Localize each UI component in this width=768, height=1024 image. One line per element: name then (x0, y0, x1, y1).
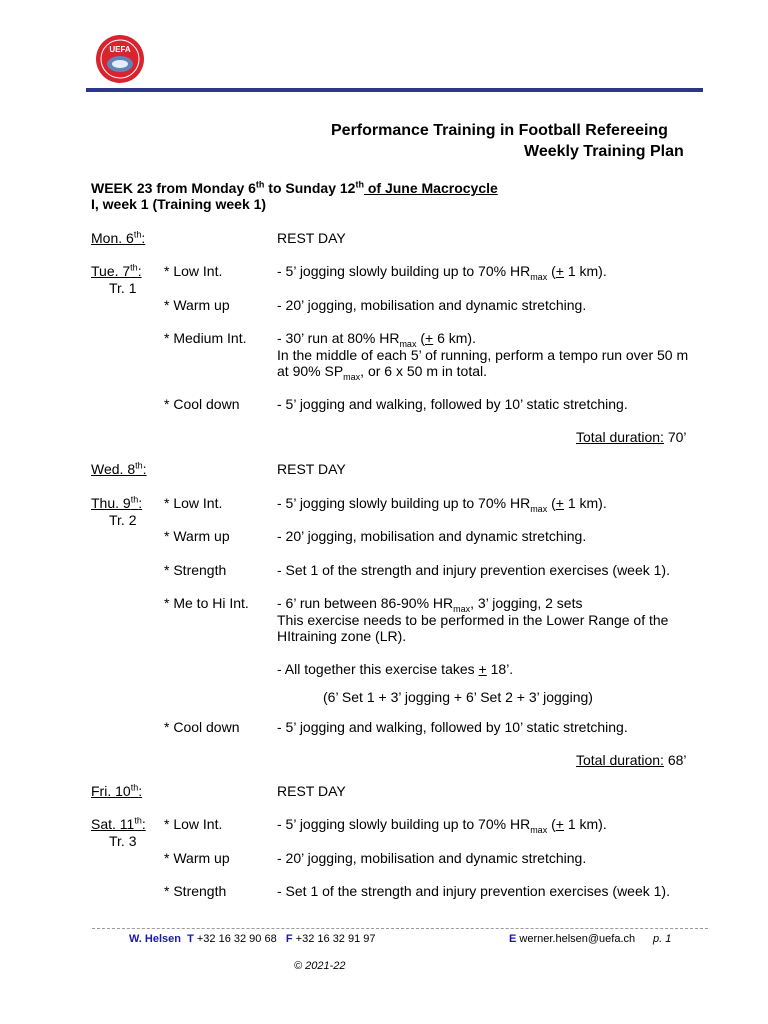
exercise-type: * Warm up (164, 528, 230, 544)
week-heading: WEEK 23 from Monday 6th to Sunday 12th of June Macrocycle (91, 179, 498, 196)
footer-email[interactable]: E werner.helsen@uefa.ch (509, 933, 636, 945)
exercise-description: - 5’ jogging and walking, followed by 10’ static stretching. (277, 396, 628, 412)
exercise-description: - 20’ jogging, mobilisation and dynamic stretching. (277, 297, 587, 313)
training-number-thu: Tr. 2 (109, 512, 137, 528)
svg-text:UEFA: UEFA (109, 45, 131, 54)
exercise-description-line: In the middle of each 5’ of running, perform a tempo run over 50 m (277, 347, 689, 363)
training-number-sat: Tr. 3 (109, 833, 137, 849)
exercise-type: * Low Int. (164, 263, 223, 279)
day-label-mon: Mon. 6th: (91, 229, 146, 246)
copyright: © 2021-22 (294, 960, 346, 972)
exercise-type: * Me to Hi Int. (164, 595, 249, 611)
exercise-type: * Warm up (164, 297, 230, 313)
exercise-description: - 5’ jogging slowly building up to 70% $HR_{max}$ (+ 1 km). (277, 495, 607, 514)
exercise-type: * Cool down (164, 719, 240, 735)
total-duration-thu: Total duration: 68’ (576, 752, 687, 768)
uefa-logo (94, 33, 146, 85)
exercise-description: - 6’ run between 86-90% $HR_{max}$, 3’ jogging, 2 sets (277, 595, 583, 614)
exercise-description: - Set 1 of the strength and injury prevention exercises (week 1). (277, 883, 670, 899)
exercise-description: - 5’ jogging and walking, followed by 10’ static stretching. (277, 719, 628, 735)
exercise-description: - 30’ run at 80% $HR_{max}$ (+ 6 km). (277, 330, 476, 349)
exercise-description-line: - All together this exercise takes + 18’. (277, 661, 514, 677)
exercise-description-line: This exercise needs to be performed in the Lower Range of the (277, 612, 669, 628)
exercise-type: * Strength (164, 883, 227, 899)
exercise-description-line: at 90% $SP_{max}$, or 6 x 50 m in total. (277, 363, 488, 382)
exercise-type: * Low Int. (164, 495, 223, 511)
day-label-fri: Fri. 10th: (91, 782, 143, 799)
exercise-description: - Set 1 of the strength and injury prevention exercises (week 1). (277, 562, 670, 578)
exercise-description: - 20’ jogging, mobilisation and dynamic stretching. (277, 528, 587, 544)
exercise-description: - 20’ jogging, mobilisation and dynamic stretching. (277, 850, 587, 866)
exercise-description-line: HItraining zone (LR). (277, 628, 407, 644)
day-label-sat: Sat. 11th: (91, 815, 146, 832)
rest-day-mon: REST DAY (277, 230, 346, 246)
exercise-type: * Cool down (164, 396, 240, 412)
page-subtitle: Weekly Training Plan (524, 143, 684, 160)
rest-day-wed: REST DAY (277, 461, 346, 477)
exercise-description-line: (6’ Set 1 + 3’ jogging + 6’ Set 2 + 3’ jogging) (323, 689, 593, 705)
total-duration-tue: Total duration: 70’ (576, 429, 687, 445)
exercise-description: - 5’ jogging slowly building up to 70% $HR_{max}$ (+ 1 km). (277, 816, 607, 835)
page-title: Performance Training in Football Refereeing (331, 122, 668, 139)
header-rule (86, 88, 703, 92)
footer-contact: W. Helsen T +32 16 32 90 68 F +32 16 32 91 97 (129, 933, 376, 945)
week-heading-line2: I, week 1 (Training week 1) (91, 196, 267, 212)
exercise-type: * Warm up (164, 850, 230, 866)
day-label-tue: Tue. 7th: (91, 262, 142, 279)
page-number: p. 1 (653, 933, 672, 945)
footer-rule (92, 928, 708, 929)
exercise-type: * Low Int. (164, 816, 223, 832)
training-number-tue: Tr. 1 (109, 280, 137, 296)
day-label-wed: Wed. 8th: (91, 460, 147, 477)
exercise-description: - 5’ jogging slowly building up to 70% $HR_{max}$ (+ 1 km). (277, 263, 607, 282)
exercise-type: * Strength (164, 562, 227, 578)
exercise-type: * Medium Int. (164, 330, 247, 346)
rest-day-fri: REST DAY (277, 783, 346, 799)
day-label-thu: Thu. 9th: (91, 494, 143, 511)
